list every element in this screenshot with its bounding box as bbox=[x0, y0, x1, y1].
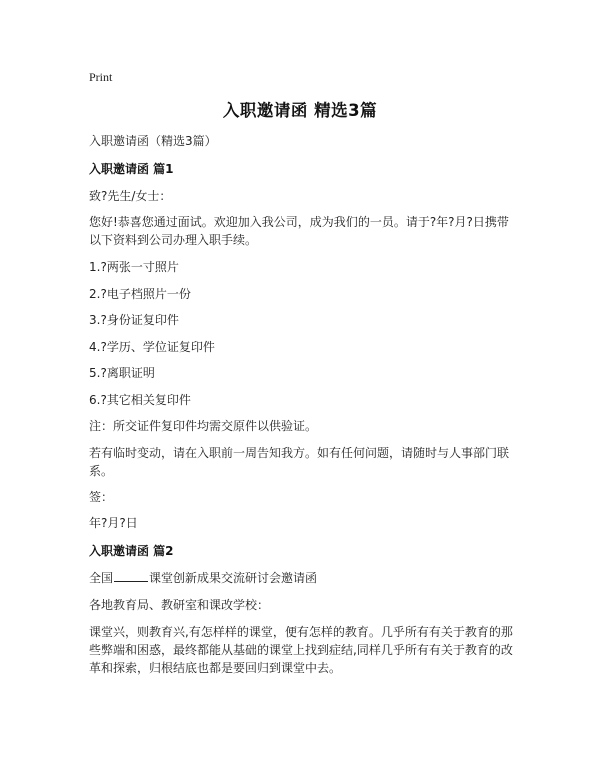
section-2-heading: 入职邀请函 篇2 bbox=[89, 544, 174, 558]
contact-paragraph: 若有临时变动，请在入职前一周告知我方。如有任何问题，请随时与人事部门联系。 bbox=[89, 446, 510, 478]
page-title: 入职邀请函 精选3篇 bbox=[222, 101, 378, 120]
addressee-line: 各地教育局、教研室和课改学校： bbox=[89, 598, 270, 612]
print-label: Print bbox=[89, 70, 113, 84]
date-line: 年?月?日 bbox=[89, 516, 138, 530]
conference-title-prefix: 全国 bbox=[89, 571, 114, 585]
intro-paragraph: 您好!恭喜您通过面试。欢迎加入我公司，成为我们的一员。请于?年?月?日携带以下资料到公司办理入职手续。 bbox=[89, 215, 509, 247]
blank-underline bbox=[114, 570, 148, 582]
section-1-heading: 入职邀请函 篇1 bbox=[89, 162, 174, 176]
conference-title-suffix: 课堂创新成果交流研讨会邀请函 bbox=[149, 571, 318, 585]
document-subtitle: 入职邀请函（精选3篇） bbox=[89, 134, 217, 148]
body-paragraph: 课堂兴，则教育兴,有怎样样的课堂，便有怎样的教育。几乎所有有关于教育的那些弊端和困惑，最终都能从基础的课堂上找到症结,同样几乎所有有关于教育的改革和探索，归根结底也都是要回归到课堂中去。 bbox=[89, 625, 513, 675]
conference-title bbox=[89, 569, 519, 587]
list-item: 6.?其它相关复印件 bbox=[89, 393, 191, 407]
list-item: 1.?两张一寸照片 bbox=[89, 260, 179, 274]
list-item: 5.?离职证明 bbox=[89, 366, 155, 380]
signature-line: 签： bbox=[89, 490, 114, 504]
list-item: 2.?电子档照片一份 bbox=[89, 287, 191, 301]
salutation: 致?先生/女士： bbox=[89, 189, 172, 203]
note-paragraph: 注：所交证件复印件均需交原件以供验证。 bbox=[89, 419, 318, 433]
list-item: 3.?身份证复印件 bbox=[89, 313, 179, 327]
list-item: 4.?学历、学位证复印件 bbox=[89, 340, 215, 354]
